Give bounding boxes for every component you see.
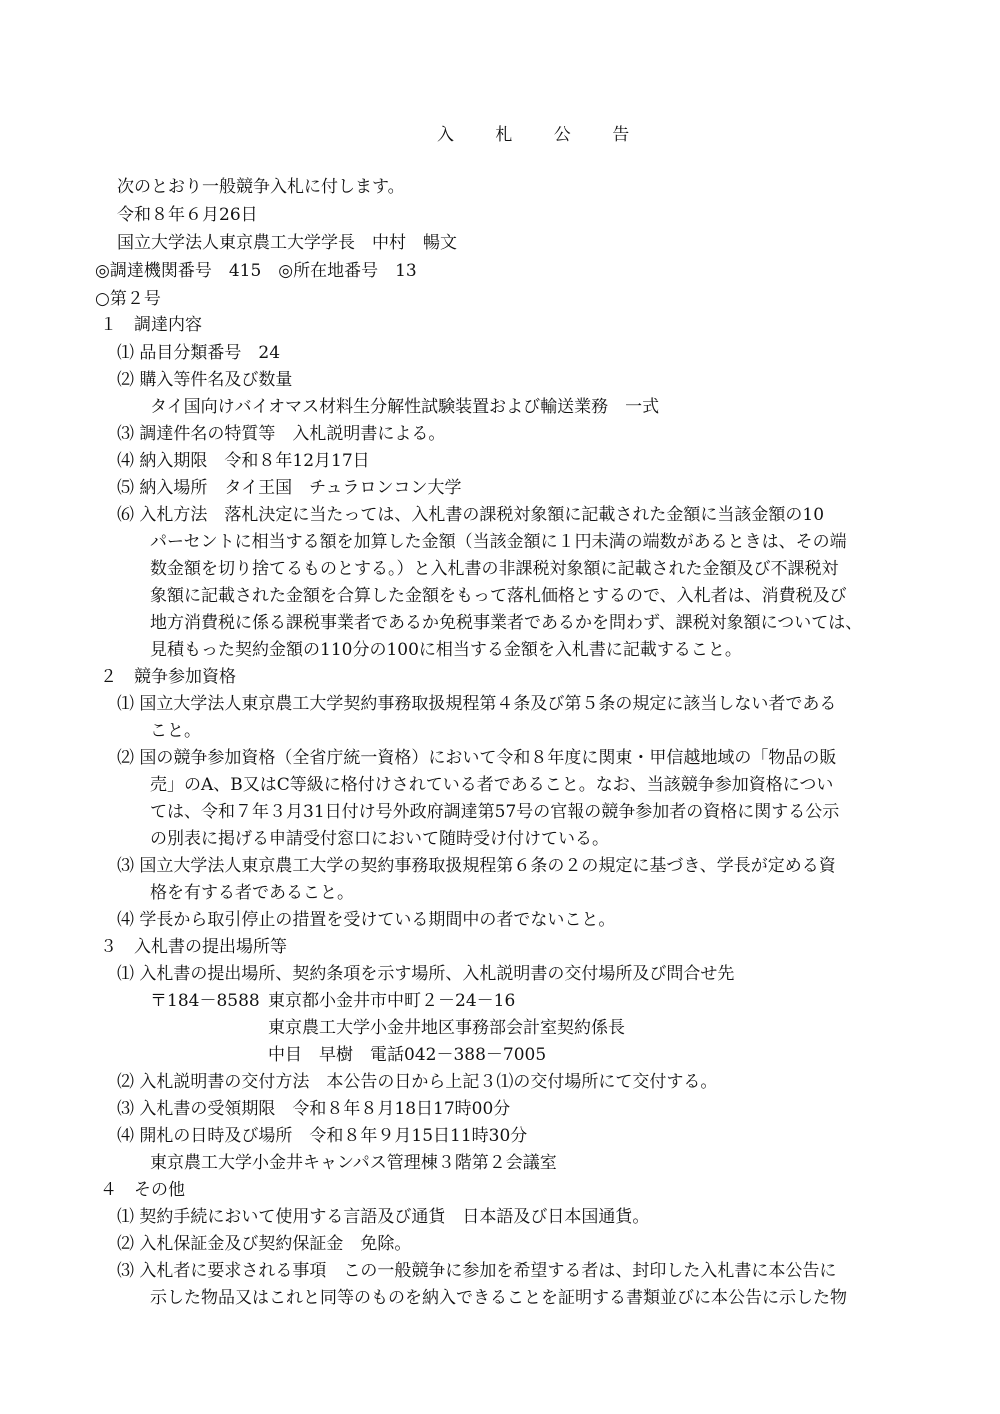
s4-item-1: ⑴ 契約手続において使用する言語及び通貨 日本語及び日本国通貨。 — [117, 1207, 650, 1227]
section-4-heading: ４ その他 — [100, 1180, 185, 1200]
s1-item-6-line: ⑹ 入札方法 落札決定に当たっては、入札書の課税対象額に記載された金額に当該金額の10 — [117, 505, 825, 525]
s1-item-1: ⑴ 品目分類番号 24 — [117, 343, 281, 363]
s1-item-6-line: 見積もった契約金額の110分の100に相当する金額を入札書に記載すること。 — [150, 640, 742, 660]
s4-item-3-line: ⑶ 入札者に要求される事項 この一般競争に参加を希望する者は、封印した入札書に本公告に — [117, 1261, 837, 1281]
contact-person: 中目 早樹 電話042－388－7005 — [268, 1045, 547, 1065]
s2-item-2-line: ては、令和７年３月31日付け号外政府調達第57号の官報の競争参加者の資格に関する公示 — [150, 802, 840, 822]
s2-item-2-line: ⑵ 国の競争参加資格（全省庁統一資格）において令和８年度に関東・甲信越地域の「物品の販 — [117, 748, 837, 768]
s1-item-4: ⑷ 納入期限 令和８年12月17日 — [117, 451, 370, 471]
s3-item-3: ⑶ 入札書の受領期限 令和８年８月18日17時00分 — [117, 1099, 511, 1119]
s4-item-2: ⑵ 入札保証金及び契約保証金 免除。 — [117, 1234, 412, 1254]
s2-item-3-line: 格を有する者であること。 — [150, 883, 354, 903]
s2-item-1-line: こと。 — [150, 721, 201, 741]
s3-item-1: ⑴ 入札書の提出場所、契約条項を示す場所、入札説明書の交付場所及び問合せ先 — [117, 964, 735, 984]
s4-item-3-line: 示した物品又はこれと同等のものを納入できることを証明する書類並びに本公告に示した物 — [150, 1288, 847, 1308]
section-3-heading: ３ 入札書の提出場所等 — [100, 937, 287, 957]
s3-item-2: ⑵ 入札説明書の交付方法 本公告の日から上記３⑴の交付場所にて交付する。 — [117, 1072, 718, 1092]
s3-item-4: ⑷ 開札の日時及び場所 令和８年９月15日11時30分 — [117, 1126, 528, 1146]
s1-item-2: ⑵ 購入等件名及び数量 — [117, 370, 293, 390]
procurement-codes: ◎調達機関番号 415 ◎所在地番号 13 — [95, 261, 417, 281]
s1-item-2-detail: タイ国向けバイオマス材料生分解性試験装置および輸送業務 一式 — [150, 397, 660, 417]
section-1-heading: １ 調達内容 — [100, 315, 202, 335]
s2-item-2-line: の別表に掲げる申請受付窓口において随時受け付けている。 — [150, 829, 609, 849]
s1-item-3: ⑶ 調達件名の特質等 入札説明書による。 — [117, 424, 446, 444]
notice-number: ○第２号 — [95, 289, 161, 309]
notice-title: 入 札 公 告 — [437, 125, 648, 145]
intro-text: 次のとおり一般競争入札に付します。 — [117, 177, 405, 197]
notice-date: 令和８年６月26日 — [117, 205, 258, 225]
s2-item-3-line: ⑶ 国立大学法人東京農工大学の契約事務取扱規程第６条の２の規定に基づき、学長が定める資 — [117, 856, 836, 876]
s2-item-2-line: 売」のA、B又はC等級に格付けされている者であること。なお、当該競争参加資格につい — [150, 775, 834, 795]
s3-item-4-place: 東京農工大学小金井キャンパス管理棟３階第２会議室 — [150, 1153, 557, 1173]
section-2-heading: ２ 競争参加資格 — [100, 667, 236, 687]
office-name: 東京農工大学小金井地区事務部会計室契約係長 — [268, 1018, 625, 1038]
s1-item-6-line: 数金額を切り捨てるものとする。）と入札書の非課税対象額に記載された金額及び不課税対 — [150, 559, 839, 579]
issuer-name: 国立大学法人東京農工大学学長 中村 暢文 — [117, 233, 457, 253]
s2-item-4: ⑷ 学長から取引停止の措置を受けている期間中の者でないこと。 — [117, 910, 616, 930]
s1-item-6-line: パーセントに相当する額を加算した金額（当該金額に１円未満の端数があるときは、その端 — [150, 532, 847, 552]
postal-code: 〒184－8588 — [150, 991, 260, 1011]
address: 東京都小金井市中町２－24－16 — [268, 991, 516, 1011]
s1-item-6-line: 象額に記載された金額を合算した金額をもって落札価格とするので、入札者は、消費税及び — [150, 586, 847, 606]
s1-item-6-line: 地方消費税に係る課税事業者であるか免税事業者であるかを問わず、課税対象額については、 — [150, 613, 863, 633]
s2-item-1-line: ⑴ 国立大学法人東京農工大学契約事務取扱規程第４条及び第５条の規定に該当しない者である — [117, 694, 837, 714]
s1-item-5: ⑸ 納入場所 タイ王国 チュラロンコン大学 — [117, 478, 462, 498]
